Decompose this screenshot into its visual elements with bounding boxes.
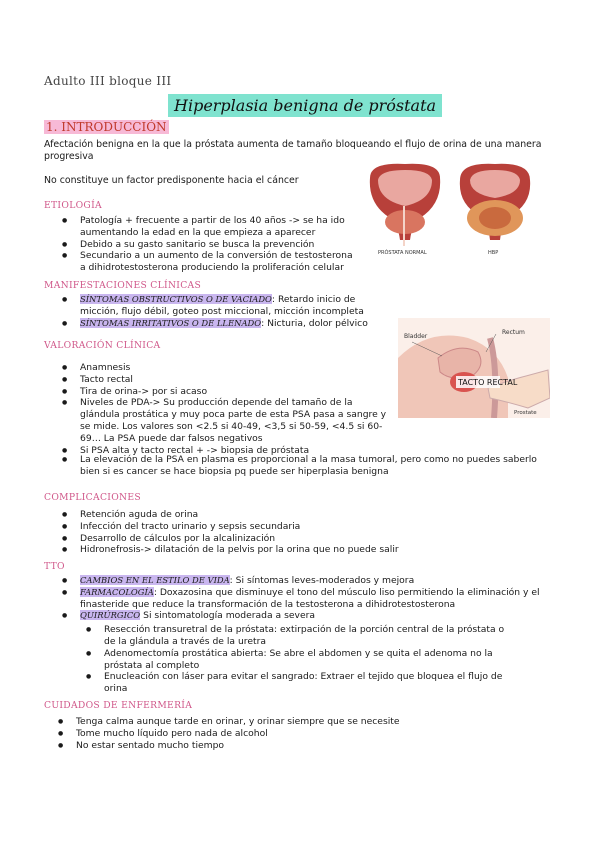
intro-line-3: No constituye un factor predisponente hacia el cáncer [44,175,299,186]
list-item: ● No estar sentado mucho tiempo [56,740,536,752]
list-item [60,610,550,695]
page-title: Hiperplasia benigna de próstata [168,94,442,117]
list-item: ● Infección del tracto urinario y sepsis secundaria [60,521,540,533]
figure2-label-prostate: Prostate [514,410,537,416]
list-item [60,294,390,318]
list-item: ● Adenomectomía prostática abierta: Se abre el abdomen y se quita el adenoma no la próstata al completo [84,648,514,672]
tto-sub-list [84,624,514,695]
hbp-prostate-drawing [460,164,530,240]
highlight-label: QUIRÚRGICO [80,610,141,621]
intro-line-1: Afectación benigna en la que la próstata aumenta de tamaño bloqueando el flujo de orina de una manera [44,139,542,150]
list-item-text: Si sintomatología moderada a severa [140,610,316,622]
manifestaciones-list [60,294,390,329]
list-item: ● Niveles de PDA-> Su producción depende del tamaño de la glándula prostática y muy poca parte de esta PSA pasa a sangre y se mide. Los valores son <2.5 si 40-49, <3,5 si 50-59, <4.5 si 60-69… La PSA puede dar falsos negativos [60,397,390,444]
list-item: ● Desarrollo de cálculos por la alcalinización [60,533,540,545]
list-item: ● Anamnesis [60,362,390,374]
valoracion-list [60,362,390,456]
rectal-exam-illustration [398,318,550,418]
list-item: ● Debido a su gasto sanitario se busca la prevención [60,239,360,251]
section-heading-valoracion: VALORACIÓN CLÍNICA [44,340,161,351]
list-item: ● Tome mucho líquido pero nada de alcohol [56,728,536,740]
list-item: ● Hidronefrosis-> dilatación de la pelvis por la orina que no puede salir [60,544,540,556]
list-item-text: : Doxazosina que disminuye el tono del músculo liso permitiendo la eliminación y el finasteride que reduce la transformación de la testosterona a dihidrotestosterona [80,586,540,610]
etiologia-list [60,215,360,274]
list-item: ● Secundario a un aumento de la conversión de testosterona a dihidrotestosterona produciendo la proliferación celular [60,250,360,274]
complicaciones-list [60,509,540,556]
section-heading-manifestaciones: MANIFESTACIONES CLÍNICAS [44,280,202,291]
intro-line-2: progresiva [44,151,94,162]
list-item: ● Tacto rectal [60,374,390,386]
figure1-label-normal: PRÓSTATA NORMAL [378,250,427,256]
list-item: ● Patología + frecuente a partir de los 40 años -> se ha ido aumentando la edad en la que empieza a aparecer [60,215,360,239]
tto-list [60,575,550,695]
list-item-text: : Retardo inicio de micción, flujo débil, goteo post miccional, micción incompleta [80,294,364,317]
list-item: ● Retención aguda de orina [60,509,540,521]
list-item [60,587,550,611]
section-heading-tto: TTO [44,561,65,572]
normal-prostate-drawing [370,164,440,246]
figure2-label-bladder: Bladder [404,333,428,340]
section-heading-cuidados: CUIDADOS DE ENFERMERÍA [44,700,193,711]
section-heading-complicaciones: COMPLICACIONES [44,492,141,503]
course-label: Adulto III bloque III [44,74,172,88]
highlight-label: FARMACOLOGÍA [80,586,154,597]
list-item: ● Si PSA alta y tacto rectal + -> biopsia de próstata [60,445,390,457]
valoracion-list-continued [60,454,540,478]
highlight-label: CAMBIOS EN EL ESTILO DE VIDA [80,575,230,585]
figure1-label-hbp: HBP [488,250,499,256]
list-item-text: : Nicturia, dolor pélvico [261,317,368,329]
list-item: ● Tira de orina-> por si acaso [60,386,390,398]
list-item: ● Resección transuretral de la próstata: extirpación de la porción central de la próstata o de la glándula a través de la uretra [84,624,514,648]
prostate-comparison-illustration [360,160,540,258]
highlight-label: SÍNTOMAS OBSTRUCTIVOS O DE VACIADO [80,294,272,304]
list-item [60,575,550,587]
highlight-label: SÍNTOMAS IRRITATIVOS O DE LLENADO [80,317,262,328]
figure2-label-rectum: Rectum [502,329,525,336]
list-item-text: : Si síntomas leves-moderados y mejora [229,575,415,586]
cuidados-list [56,716,536,751]
list-item: ● Tenga calma aunque tarde en orinar, y orinar siempre que se necesite [56,716,536,728]
section-heading-etiologia: ETIOLOGÍA [44,200,102,211]
figure2-caption: TACTO RECTAL [458,378,518,387]
list-item: ● La elevación de la PSA en plasma es proporcional a la masa tumoral, pero como no puedes saberlo bien si es cancer se hace biopsia pq puede ser hiperplasia benigna [60,454,540,478]
section-heading-introduccion: 1. INTRODUCCIÓN [46,120,167,134]
list-item: ● Enucleación con láser para evitar el sangrado: Extraer el tejido que bloquea el flujo de orina [84,671,514,695]
list-item [60,318,390,330]
